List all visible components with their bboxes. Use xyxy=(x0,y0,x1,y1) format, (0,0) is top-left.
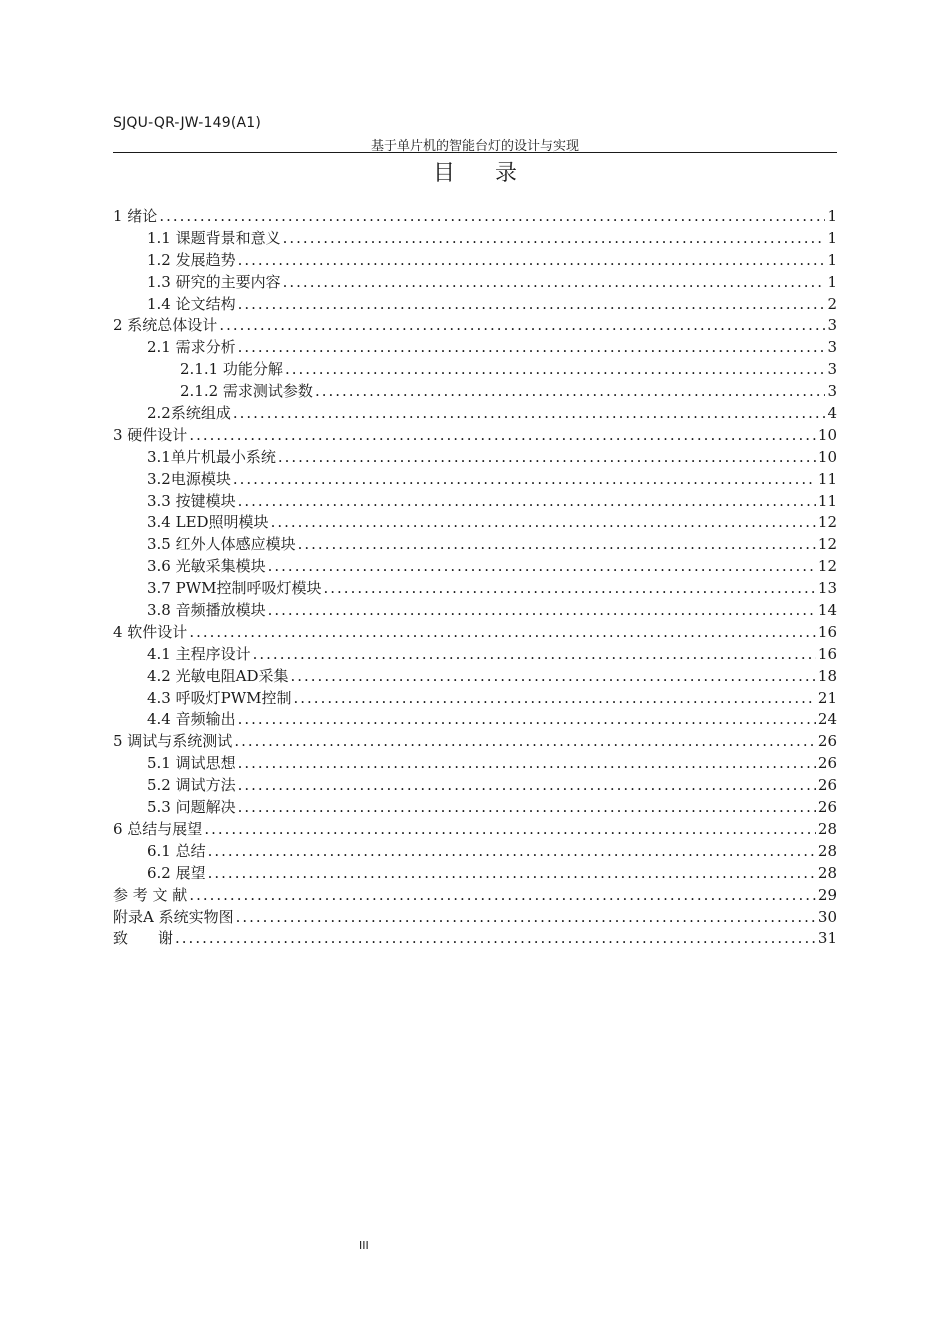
toc-entry-label: 致 谢 xyxy=(113,929,174,948)
toc-title: 目录 xyxy=(432,161,557,186)
toc-entry[interactable] xyxy=(113,359,837,381)
toc-entry-page: 12 xyxy=(817,513,837,532)
toc-entry-label: 3.7 PWM控制呼吸灯模块 xyxy=(147,579,322,598)
toc-entry-label: 1.4 论文结构 xyxy=(147,294,236,313)
toc-entry[interactable] xyxy=(113,206,837,228)
toc-entry-label: 3.5 红外人体感应模块 xyxy=(147,535,296,554)
toc-entry-label: 4.3 呼吸灯PWM控制 xyxy=(147,688,292,707)
toc-entry-page: 3 xyxy=(827,316,837,335)
toc-entry[interactable] xyxy=(113,928,837,950)
toc-entry-page: 26 xyxy=(817,732,837,751)
toc-entry[interactable] xyxy=(113,534,837,556)
toc-dot-leader xyxy=(189,622,816,644)
toc-entry[interactable] xyxy=(113,907,837,929)
toc-entry-label: 4.2 光敏电阻AD采集 xyxy=(147,666,289,685)
toc-entry-page: 28 xyxy=(817,819,837,838)
toc-dot-leader xyxy=(175,928,816,950)
toc-entry-label: 1.1 课题背景和意义 xyxy=(147,228,281,247)
toc-dot-leader xyxy=(238,250,826,272)
toc-entry-page: 18 xyxy=(817,666,837,685)
page-number: III xyxy=(359,1239,369,1252)
toc-entry-page: 26 xyxy=(817,798,837,817)
toc-dot-leader xyxy=(236,907,816,929)
toc-entry[interactable] xyxy=(113,469,837,491)
toc-entry[interactable] xyxy=(113,491,837,513)
toc-dot-leader xyxy=(294,688,816,710)
toc-dot-leader xyxy=(268,600,816,622)
toc-dot-leader xyxy=(290,666,815,688)
toc-dot-leader xyxy=(283,228,826,250)
toc-entry-label: 3.4 LED照明模块 xyxy=(147,513,269,532)
toc-entry-page: 16 xyxy=(817,644,837,663)
toc-dot-leader xyxy=(271,512,816,534)
toc-entry-page: 1 xyxy=(827,207,837,225)
toc-entry[interactable] xyxy=(113,775,837,797)
toc-dot-leader xyxy=(233,469,816,491)
toc-dot-leader xyxy=(189,425,816,447)
toc-entry-label: 2.1.1 功能分解 xyxy=(180,360,283,379)
toc-dot-leader xyxy=(234,731,816,753)
toc-entry-page: 12 xyxy=(817,557,837,576)
toc-entry[interactable] xyxy=(113,447,837,469)
toc-entry-page: 24 xyxy=(817,710,837,729)
toc-dot-leader xyxy=(219,315,825,337)
table-of-contents xyxy=(113,206,837,950)
toc-entry-page: 21 xyxy=(817,688,837,707)
toc-entry-page: 28 xyxy=(817,841,837,860)
toc-dot-leader xyxy=(268,556,816,578)
toc-entry-label: 5.3 问题解决 xyxy=(147,798,236,817)
toc-entry-label: 3.3 按键模块 xyxy=(147,491,236,510)
toc-entry[interactable] xyxy=(113,688,837,710)
toc-entry[interactable] xyxy=(113,272,837,294)
toc-dot-leader xyxy=(189,885,816,907)
toc-entry-label: 1.3 研究的主要内容 xyxy=(147,272,281,291)
toc-entry[interactable] xyxy=(113,381,837,403)
toc-entry-page: 11 xyxy=(817,491,837,510)
toc-entry-page: 10 xyxy=(817,425,837,444)
toc-entry-label: 3.2电源模块 xyxy=(147,469,231,488)
toc-entry-page: 1 xyxy=(827,250,837,269)
toc-entry-page: 12 xyxy=(817,535,837,554)
toc-entry-page: 14 xyxy=(817,601,837,620)
toc-entry-label: 3.1单片机最小系统 xyxy=(147,447,276,466)
toc-dot-leader xyxy=(278,447,816,469)
toc-entry-page: 30 xyxy=(817,907,837,926)
toc-entry[interactable] xyxy=(113,666,837,688)
toc-entry[interactable] xyxy=(113,622,837,644)
toc-entry-page: 26 xyxy=(817,754,837,773)
toc-entry-page: 1 xyxy=(827,228,837,247)
toc-dot-leader xyxy=(324,578,816,600)
toc-entry-label: 参 考 文 献 xyxy=(113,885,188,904)
toc-entry[interactable] xyxy=(113,556,837,578)
toc-entry-label: 1.2 发展趋势 xyxy=(147,250,236,269)
toc-entry-label: 5.2 调试方法 xyxy=(147,776,236,795)
toc-entry[interactable] xyxy=(113,294,837,316)
toc-entry[interactable] xyxy=(113,512,837,534)
toc-entry[interactable] xyxy=(113,885,837,907)
toc-entry-page: 1 xyxy=(827,272,837,291)
toc-entry-page: 26 xyxy=(817,776,837,795)
toc-entry-label: 4 软件设计 xyxy=(113,622,188,641)
toc-entry-label: 3.8 音频播放模块 xyxy=(147,601,266,620)
toc-entry-label: 5 调试与系统测试 xyxy=(113,732,233,751)
toc-entry-page: 28 xyxy=(817,863,837,882)
toc-entry-label: 6.2 展望 xyxy=(147,863,206,882)
toc-entry[interactable] xyxy=(113,228,837,250)
toc-dot-leader xyxy=(283,272,826,294)
header-divider xyxy=(113,152,837,153)
toc-entry[interactable] xyxy=(113,425,837,447)
toc-entry-page: 16 xyxy=(817,622,837,641)
toc-dot-leader xyxy=(238,294,826,316)
toc-entry[interactable] xyxy=(113,315,837,337)
toc-entry[interactable] xyxy=(113,337,837,359)
toc-dot-leader xyxy=(315,381,826,403)
toc-entry-label: 4.4 音频输出 xyxy=(147,710,236,729)
toc-dot-leader xyxy=(204,819,816,841)
toc-entry-page: 3 xyxy=(827,338,837,357)
toc-entry-page: 11 xyxy=(817,469,837,488)
toc-entry[interactable] xyxy=(113,863,837,885)
toc-entry[interactable] xyxy=(113,797,837,819)
toc-dot-leader xyxy=(159,206,825,228)
toc-entry[interactable] xyxy=(113,841,837,863)
toc-entry[interactable] xyxy=(113,731,837,753)
toc-dot-leader xyxy=(238,337,826,359)
toc-entry-page: 13 xyxy=(817,579,837,598)
toc-entry-label: 6 总结与展望 xyxy=(113,819,203,838)
toc-entry-label: 附录A 系统实物图 xyxy=(113,907,234,926)
toc-dot-leader xyxy=(253,644,816,666)
toc-entry-label: 3 硬件设计 xyxy=(113,425,188,444)
toc-entry-label: 6.1 总结 xyxy=(147,841,206,860)
toc-entry[interactable] xyxy=(113,578,837,600)
toc-dot-leader xyxy=(238,709,816,731)
toc-dot-leader xyxy=(285,359,826,381)
toc-entry[interactable] xyxy=(113,753,837,775)
toc-entry[interactable] xyxy=(113,644,837,666)
toc-entry[interactable] xyxy=(113,600,837,622)
toc-dot-leader xyxy=(298,534,816,556)
toc-entry-page: 2 xyxy=(827,294,837,313)
toc-entry-page: 10 xyxy=(817,447,837,466)
toc-entry-page: 31 xyxy=(817,929,837,948)
toc-dot-leader xyxy=(233,403,826,425)
toc-dot-leader xyxy=(238,491,816,513)
toc-entry-page: 29 xyxy=(817,885,837,904)
toc-dot-leader xyxy=(208,863,816,885)
toc-dot-leader xyxy=(238,775,816,797)
toc-dot-leader xyxy=(238,797,816,819)
document-code: SJQU-QR-JW-149(A1) xyxy=(113,115,262,131)
toc-entry-label: 4.1 主程序设计 xyxy=(147,644,251,663)
toc-entry-label: 3.6 光敏采集模块 xyxy=(147,557,266,576)
toc-entry-page: 3 xyxy=(827,382,837,401)
toc-entry-label: 5.1 调试思想 xyxy=(147,754,236,773)
toc-entry-page: 3 xyxy=(827,360,837,379)
running-header-title: 基于单片机的智能台灯的设计与实现 xyxy=(370,139,579,154)
toc-entry[interactable] xyxy=(113,250,837,272)
toc-entry[interactable] xyxy=(113,819,837,841)
toc-entry[interactable] xyxy=(113,709,837,731)
toc-entry-label: 2.1 需求分析 xyxy=(147,338,236,357)
toc-entry-label: 2.1.2 需求测试参数 xyxy=(180,382,313,401)
toc-entry-page: 4 xyxy=(827,404,837,423)
toc-entry-label: 2 系统总体设计 xyxy=(113,316,218,335)
toc-entry-label: 1 绪论 xyxy=(113,207,158,225)
toc-entry[interactable] xyxy=(113,403,837,425)
toc-dot-leader xyxy=(238,753,816,775)
toc-dot-leader xyxy=(208,841,816,863)
toc-entry-label: 2.2系统组成 xyxy=(147,404,231,423)
